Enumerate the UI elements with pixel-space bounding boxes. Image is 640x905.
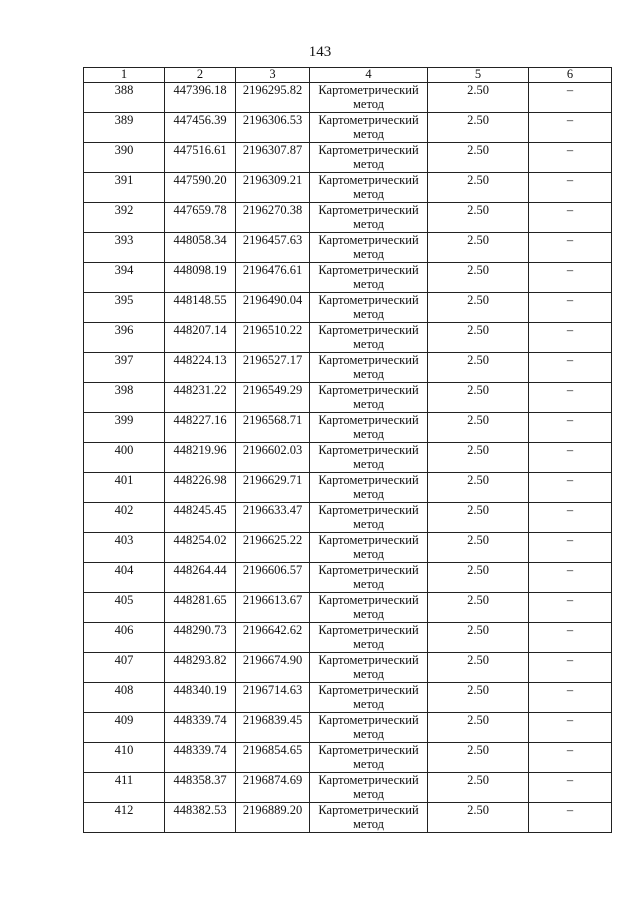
method-cell: Картометрический метод xyxy=(310,383,428,413)
note-cell: – xyxy=(529,593,612,623)
method-cell: Картометрический метод xyxy=(310,353,428,383)
y-coordinate-cell: 2196674.90 xyxy=(236,653,310,683)
method-cell: Картометрический метод xyxy=(310,713,428,743)
y-coordinate-cell: 2196874.69 xyxy=(236,773,310,803)
coordinates-table xyxy=(83,67,612,833)
y-coordinate-cell: 2196633.47 xyxy=(236,503,310,533)
point-number-cell: 397 xyxy=(84,353,165,383)
note-cell: – xyxy=(529,413,612,443)
y-coordinate-cell: 2196270.38 xyxy=(236,203,310,233)
point-number-cell: 390 xyxy=(84,143,165,173)
accuracy-cell: 2.50 xyxy=(428,653,529,683)
table-row xyxy=(84,713,612,743)
table-row xyxy=(84,533,612,563)
accuracy-cell: 2.50 xyxy=(428,773,529,803)
y-coordinate-cell: 2196839.45 xyxy=(236,713,310,743)
method-cell: Картометрический метод xyxy=(310,803,428,833)
point-number-cell: 399 xyxy=(84,413,165,443)
x-coordinate-cell: 448245.45 xyxy=(165,503,236,533)
column-header-1: 1 xyxy=(84,68,165,83)
point-number-cell: 394 xyxy=(84,263,165,293)
accuracy-cell: 2.50 xyxy=(428,473,529,503)
point-number-cell: 404 xyxy=(84,563,165,593)
method-cell: Картометрический метод xyxy=(310,263,428,293)
table-row xyxy=(84,233,612,263)
method-cell: Картометрический метод xyxy=(310,563,428,593)
x-coordinate-cell: 448254.02 xyxy=(165,533,236,563)
x-coordinate-cell: 447659.78 xyxy=(165,203,236,233)
accuracy-cell: 2.50 xyxy=(428,443,529,473)
table-row xyxy=(84,413,612,443)
table-row xyxy=(84,83,612,113)
table-row xyxy=(84,323,612,353)
x-coordinate-cell: 448227.16 xyxy=(165,413,236,443)
method-cell: Картометрический метод xyxy=(310,143,428,173)
y-coordinate-cell: 2196549.29 xyxy=(236,383,310,413)
method-cell: Картометрический метод xyxy=(310,593,428,623)
x-coordinate-cell: 448226.98 xyxy=(165,473,236,503)
point-number-cell: 401 xyxy=(84,473,165,503)
note-cell: – xyxy=(529,743,612,773)
table-row xyxy=(84,293,612,323)
method-cell: Картометрический метод xyxy=(310,653,428,683)
accuracy-cell: 2.50 xyxy=(428,383,529,413)
method-cell: Картометрический метод xyxy=(310,533,428,563)
note-cell: – xyxy=(529,713,612,743)
note-cell: – xyxy=(529,383,612,413)
note-cell: – xyxy=(529,293,612,323)
table-row xyxy=(84,443,612,473)
y-coordinate-cell: 2196307.87 xyxy=(236,143,310,173)
accuracy-cell: 2.50 xyxy=(428,83,529,113)
note-cell: – xyxy=(529,653,612,683)
y-coordinate-cell: 2196490.04 xyxy=(236,293,310,323)
x-coordinate-cell: 448207.14 xyxy=(165,323,236,353)
method-cell: Картометрический метод xyxy=(310,413,428,443)
accuracy-cell: 2.50 xyxy=(428,563,529,593)
table-row xyxy=(84,203,612,233)
note-cell: – xyxy=(529,353,612,383)
table-row xyxy=(84,263,612,293)
point-number-cell: 396 xyxy=(84,323,165,353)
table-body xyxy=(84,83,612,833)
x-coordinate-cell: 447590.20 xyxy=(165,173,236,203)
method-cell: Картометрический метод xyxy=(310,83,428,113)
x-coordinate-cell: 448339.74 xyxy=(165,713,236,743)
table-row xyxy=(84,743,612,773)
x-coordinate-cell: 448148.55 xyxy=(165,293,236,323)
accuracy-cell: 2.50 xyxy=(428,503,529,533)
table-row xyxy=(84,383,612,413)
point-number-cell: 411 xyxy=(84,773,165,803)
note-cell: – xyxy=(529,683,612,713)
note-cell: – xyxy=(529,623,612,653)
method-cell: Картометрический метод xyxy=(310,473,428,503)
x-coordinate-cell: 448340.19 xyxy=(165,683,236,713)
accuracy-cell: 2.50 xyxy=(428,293,529,323)
table-row xyxy=(84,623,612,653)
table-row xyxy=(84,593,612,623)
method-cell: Картометрический метод xyxy=(310,233,428,263)
point-number-cell: 408 xyxy=(84,683,165,713)
x-coordinate-cell: 448224.13 xyxy=(165,353,236,383)
point-number-cell: 412 xyxy=(84,803,165,833)
table-row xyxy=(84,803,612,833)
x-coordinate-cell: 448290.73 xyxy=(165,623,236,653)
table-row xyxy=(84,653,612,683)
point-number-cell: 388 xyxy=(84,83,165,113)
point-number-cell: 395 xyxy=(84,293,165,323)
point-number-cell: 406 xyxy=(84,623,165,653)
note-cell: – xyxy=(529,263,612,293)
note-cell: – xyxy=(529,503,612,533)
accuracy-cell: 2.50 xyxy=(428,803,529,833)
x-coordinate-cell: 447396.18 xyxy=(165,83,236,113)
note-cell: – xyxy=(529,473,612,503)
table-row xyxy=(84,353,612,383)
accuracy-cell: 2.50 xyxy=(428,743,529,773)
method-cell: Картометрический метод xyxy=(310,323,428,353)
y-coordinate-cell: 2196309.21 xyxy=(236,173,310,203)
method-cell: Картометрический метод xyxy=(310,203,428,233)
x-coordinate-cell: 448098.19 xyxy=(165,263,236,293)
x-coordinate-cell: 448264.44 xyxy=(165,563,236,593)
y-coordinate-cell: 2196306.53 xyxy=(236,113,310,143)
table-row xyxy=(84,173,612,203)
x-coordinate-cell: 448219.96 xyxy=(165,443,236,473)
note-cell: – xyxy=(529,443,612,473)
table-header-row xyxy=(84,68,612,83)
note-cell: – xyxy=(529,803,612,833)
method-cell: Картометрический метод xyxy=(310,773,428,803)
x-coordinate-cell: 448339.74 xyxy=(165,743,236,773)
method-cell: Картометрический метод xyxy=(310,623,428,653)
accuracy-cell: 2.50 xyxy=(428,263,529,293)
point-number-cell: 400 xyxy=(84,443,165,473)
accuracy-cell: 2.50 xyxy=(428,533,529,563)
note-cell: – xyxy=(529,143,612,173)
column-header-4: 4 xyxy=(310,68,428,83)
table-row xyxy=(84,503,612,533)
y-coordinate-cell: 2196295.82 xyxy=(236,83,310,113)
x-coordinate-cell: 447516.61 xyxy=(165,143,236,173)
y-coordinate-cell: 2196510.22 xyxy=(236,323,310,353)
accuracy-cell: 2.50 xyxy=(428,353,529,383)
accuracy-cell: 2.50 xyxy=(428,233,529,263)
accuracy-cell: 2.50 xyxy=(428,323,529,353)
point-number-cell: 407 xyxy=(84,653,165,683)
point-number-cell: 402 xyxy=(84,503,165,533)
y-coordinate-cell: 2196606.57 xyxy=(236,563,310,593)
page-number: 143 xyxy=(308,44,332,60)
accuracy-cell: 2.50 xyxy=(428,173,529,203)
table-row xyxy=(84,773,612,803)
accuracy-cell: 2.50 xyxy=(428,713,529,743)
accuracy-cell: 2.50 xyxy=(428,113,529,143)
accuracy-cell: 2.50 xyxy=(428,413,529,443)
x-coordinate-cell: 448231.22 xyxy=(165,383,236,413)
column-header-5: 5 xyxy=(428,68,529,83)
y-coordinate-cell: 2196527.17 xyxy=(236,353,310,383)
note-cell: – xyxy=(529,83,612,113)
note-cell: – xyxy=(529,173,612,203)
y-coordinate-cell: 2196476.61 xyxy=(236,263,310,293)
column-header-6: 6 xyxy=(529,68,612,83)
y-coordinate-cell: 2196625.22 xyxy=(236,533,310,563)
y-coordinate-cell: 2196889.20 xyxy=(236,803,310,833)
x-coordinate-cell: 448293.82 xyxy=(165,653,236,683)
table-row xyxy=(84,683,612,713)
point-number-cell: 392 xyxy=(84,203,165,233)
point-number-cell: 403 xyxy=(84,533,165,563)
table-row xyxy=(84,473,612,503)
x-coordinate-cell: 448382.53 xyxy=(165,803,236,833)
note-cell: – xyxy=(529,203,612,233)
column-header-2: 2 xyxy=(165,68,236,83)
accuracy-cell: 2.50 xyxy=(428,623,529,653)
y-coordinate-cell: 2196457.63 xyxy=(236,233,310,263)
point-number-cell: 409 xyxy=(84,713,165,743)
method-cell: Картометрический метод xyxy=(310,683,428,713)
note-cell: – xyxy=(529,323,612,353)
point-number-cell: 410 xyxy=(84,743,165,773)
point-number-cell: 389 xyxy=(84,113,165,143)
table-row xyxy=(84,143,612,173)
method-cell: Картометрический метод xyxy=(310,743,428,773)
point-number-cell: 405 xyxy=(84,593,165,623)
y-coordinate-cell: 2196568.71 xyxy=(236,413,310,443)
method-cell: Картометрический метод xyxy=(310,173,428,203)
method-cell: Картометрический метод xyxy=(310,443,428,473)
method-cell: Картометрический метод xyxy=(310,503,428,533)
x-coordinate-cell: 448058.34 xyxy=(165,233,236,263)
x-coordinate-cell: 448281.65 xyxy=(165,593,236,623)
note-cell: – xyxy=(529,113,612,143)
point-number-cell: 391 xyxy=(84,173,165,203)
y-coordinate-cell: 2196613.67 xyxy=(236,593,310,623)
note-cell: – xyxy=(529,563,612,593)
accuracy-cell: 2.50 xyxy=(428,203,529,233)
note-cell: – xyxy=(529,773,612,803)
method-cell: Картометрический метод xyxy=(310,293,428,323)
y-coordinate-cell: 2196629.71 xyxy=(236,473,310,503)
y-coordinate-cell: 2196714.63 xyxy=(236,683,310,713)
note-cell: – xyxy=(529,233,612,263)
accuracy-cell: 2.50 xyxy=(428,683,529,713)
accuracy-cell: 2.50 xyxy=(428,143,529,173)
method-cell: Картометрический метод xyxy=(310,113,428,143)
y-coordinate-cell: 2196602.03 xyxy=(236,443,310,473)
y-coordinate-cell: 2196854.65 xyxy=(236,743,310,773)
y-coordinate-cell: 2196642.62 xyxy=(236,623,310,653)
note-cell: – xyxy=(529,533,612,563)
x-coordinate-cell: 447456.39 xyxy=(165,113,236,143)
x-coordinate-cell: 448358.37 xyxy=(165,773,236,803)
table-row xyxy=(84,563,612,593)
accuracy-cell: 2.50 xyxy=(428,593,529,623)
table-row xyxy=(84,113,612,143)
point-number-cell: 393 xyxy=(84,233,165,263)
point-number-cell: 398 xyxy=(84,383,165,413)
column-header-3: 3 xyxy=(236,68,310,83)
